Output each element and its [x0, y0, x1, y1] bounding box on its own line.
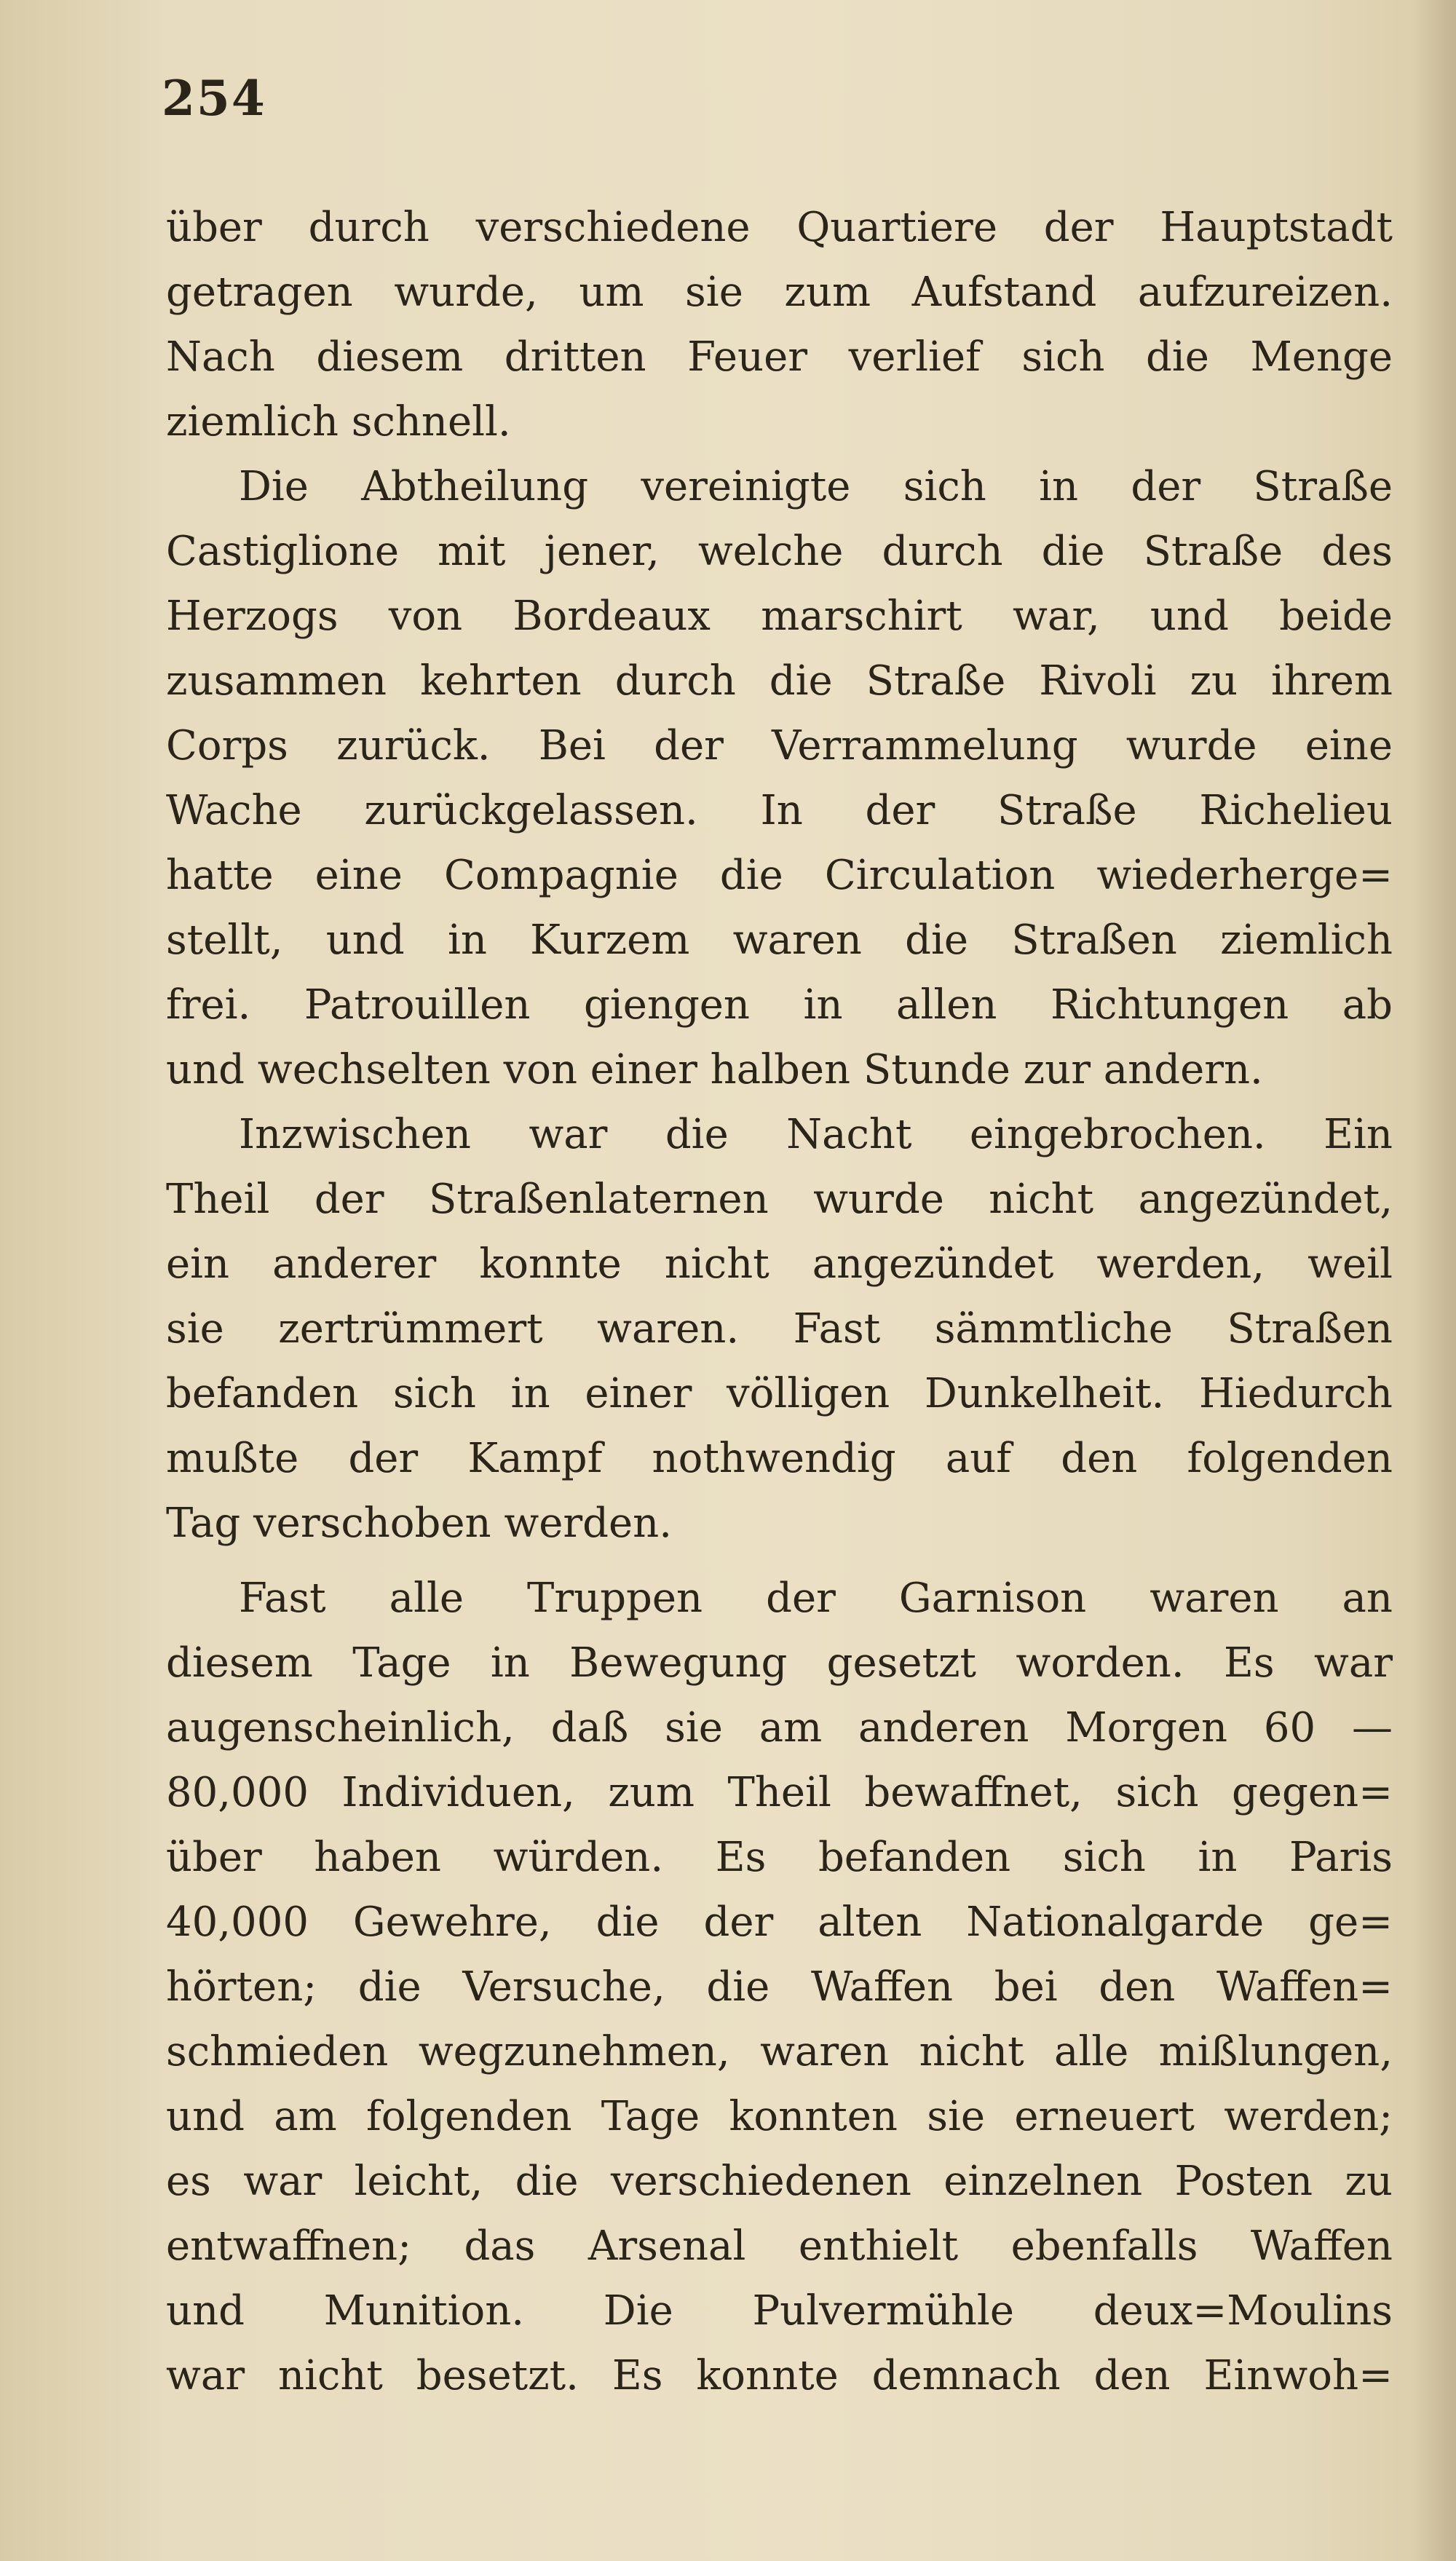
page-edge-shadow — [1412, 0, 1456, 2561]
text-line: sie zertrümmert waren. Fast sämmtliche Straßen — [166, 1305, 1393, 1353]
text-line: getragen wurde, um sie zum Aufstand aufzureizen. — [166, 269, 1393, 316]
body-text — [166, 195, 1393, 2408]
text-line: Corps zurück. Bei der Verrammelung wurde eine — [166, 722, 1393, 769]
text-line: diesem Tage in Bewegung gesetzt worden. Es war — [166, 1639, 1393, 1687]
text-line: über haben würden. Es befanden sich in Paris — [166, 1834, 1393, 1881]
text-line: ein anderer konnte nicht angezündet werden, weil — [166, 1240, 1393, 1288]
paragraph-start-line: Inzwischen war die Nacht eingebrochen. Ein — [239, 1111, 1393, 1158]
text-line: hatte eine Compagnie die Circulation wiederherge= — [166, 852, 1393, 899]
text-line: 40,000 Gewehre, die der alten Nationalgarde ge= — [166, 1899, 1393, 1946]
text-line: und wechselten von einer halben Stunde zur andern. — [166, 1046, 1263, 1093]
text-line: und Munition. Die Pulvermühle deux=Moulins — [166, 2287, 1393, 2335]
text-line: ziemlich schnell. — [166, 398, 511, 446]
page-number: 254 — [162, 70, 266, 127]
text-line: mußte der Kampf nothwendig auf den folgenden — [166, 1435, 1393, 1482]
text-line: es war leicht, die verschiedenen einzelnen Posten zu — [166, 2158, 1393, 2205]
text-line: Theil der Straßenlaternen wurde nicht angezündet, — [166, 1176, 1393, 1223]
text-line: Castiglione mit jener, welche durch die Straße des — [166, 528, 1393, 575]
text-line: Nach diesem dritten Feuer verlief sich die Menge — [166, 333, 1393, 381]
paragraph-start-line: Fast alle Truppen der Garnison waren an — [239, 1575, 1393, 1622]
text-line: stellt, und in Kurzem waren die Straßen ziemlich — [166, 917, 1393, 964]
text-line: und am folgenden Tage konnten sie erneuert werden; — [166, 2093, 1393, 2140]
text-line: Tag verschoben werden. — [166, 1500, 673, 1547]
text-line: augenscheinlich, daß sie am anderen Morgen 60 — — [166, 1704, 1393, 1751]
text-line: hörten; die Versuche, die Waffen bei den Waffen= — [166, 1963, 1393, 2011]
paragraph-start-line: Die Abtheilung vereinigte sich in der Straße — [239, 463, 1393, 510]
text-line: 80,000 Individuen, zum Theil bewaffnet, sich gegen= — [166, 1769, 1393, 1816]
text-line: Herzogs von Bordeaux marschirt war, und beide — [166, 593, 1393, 640]
text-line: befanden sich in einer völligen Dunkelheit. Hiedurch — [166, 1370, 1393, 1417]
text-line: war nicht besetzt. Es konnte demnach den Einwoh= — [166, 2352, 1393, 2399]
text-line: frei. Patrouillen giengen in allen Richtungen ab — [166, 981, 1393, 1029]
text-line: Wache zurückgelassen. In der Straße Richelieu — [166, 787, 1393, 834]
text-line: schmieden wegzunehmen, waren nicht alle mißlungen, — [166, 2028, 1393, 2075]
text-line: über durch verschiedene Quartiere der Hauptstadt — [166, 204, 1393, 251]
text-line: zusammen kehrten durch die Straße Rivoli zu ihrem — [166, 657, 1393, 705]
text-line: entwaffnen; das Arsenal enthielt ebenfalls Waffen — [166, 2222, 1393, 2270]
